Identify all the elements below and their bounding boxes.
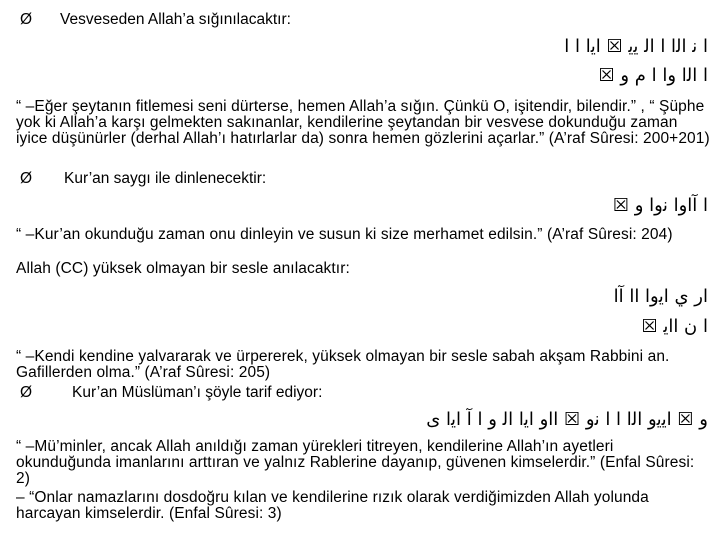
arabic-verse-1-line-1 [564, 36, 708, 57]
arabic-verse-2 [613, 195, 708, 216]
arabic-text: ا ﻧ ﺍﻟﺍ ﺍ ﺍﻟ ﻳﻳ [628, 36, 708, 57]
heading-allah-anilacak: Allah (CC) yüksek olmayan bir sesle anılacaktır: [16, 260, 350, 277]
arabic-text: ﻭ [699, 409, 708, 430]
arabic-verse-4 [426, 409, 708, 430]
arabic-text: ﺍﺍﻭ ﺍﻳﺍ ﺍﻟ ﻭ ﺍ ﺍٓ ﺍﻳﺍ ﻯ [426, 409, 559, 430]
ornament-mark-icon: ☒ [641, 316, 658, 337]
heading-kuran-saygi: Kur’an saygı ile dinlenecektir: [64, 170, 267, 187]
translation-araf-205: “ –Kendi kendine yalvararak ve ürpererek, yüksek olmayan bir sesle sabah akşam Rabbini an. Gafillerden olma.” (A’raf Sûresi: 205) [16, 348, 670, 382]
bullet-arrow-icon: Ø [20, 11, 33, 28]
translation-araf-204: “ –Kur’an okunduğu zaman onu dinleyin ve susun ki size merhamet edilsin.” (A’raf Sûresi: 204) [16, 226, 673, 243]
arabic-text: ﺍ ﺍٓﺍﻭﺍ ﻧﻭﺍ ﻭ [634, 195, 708, 216]
translation-araf-200-201: “ –Eğer şeytanın fitlemesi seni dürterse, hemen Allah’a sığın. Çünkü O, işitendir, bilendir.” , “ Şüphe yok ki Allah’a karşı gelmekten sakınanlar, kendilerine şeytandan bir vesvese dokunduğu zaman iyice düşünürler (derhal Allah’ı hatırlarlar da) sonra hemen gözlerini açarlar.” (A’raf Sûresi: 200+201) [16, 98, 710, 148]
arabic-text: ﺍﻳﺍ ﺍ ﺍ [564, 36, 601, 57]
bullet-arrow-icon: Ø [20, 384, 33, 401]
translation-enfal-3: – “Onlar namazlarını dosdoğru kılan ve kendilerine rızık olarak verdiğimizden Allah yolunda harcayan kimselerdir. (Enfal Sûresi: 3) [16, 489, 649, 523]
ornament-mark-icon: ☒ [606, 36, 623, 57]
ornament-mark-icon: ☒ [677, 409, 694, 430]
arabic-text: ﺍ ﻥ ﺍﺍﻳ [663, 316, 708, 337]
heading-muslim-tarif: Kur’an Müslüman’ı şöyle tarif ediyor: [72, 384, 323, 401]
heading-vesvese: Vesveseden Allah’a sığınılacaktır: [60, 11, 291, 28]
arabic-verse-3-line-2 [641, 316, 708, 337]
arabic-verse-3-line-1 [614, 286, 708, 307]
translation-enfal-2: “ –Mü’minler, ancak Allah anıldığı zaman yürekleri titreyen, kendilerine Allah’ın ayetleri okunduğunda imanlarını arttıran ve yalnız Rablerine dayanıp, güvenen kimselerdir.” (Enfal Sûresi: 2) [16, 438, 695, 488]
arabic-text: ﺍ ﺍﻟﺍ ﻭﺍ ﺍ ﻡ ﻭ [620, 65, 708, 86]
bullet-arrow-icon: Ø [20, 170, 33, 187]
arabic-text: ﺍﻳﻳﻭ ﺍﻟﺍ ﺍ ﺍ ﻧﻭ [585, 409, 672, 430]
arabic-text: ﺍﺭ ﻱ ﺍﻳﻭﺍ ﺍﺍ ﺍٓﺍ [613, 286, 708, 307]
arabic-verse-1-line-2 [598, 65, 708, 86]
ornament-mark-icon: ☒ [598, 65, 615, 86]
ornament-mark-icon: ☒ [564, 409, 581, 430]
ornament-mark-icon: ☒ [612, 195, 629, 216]
